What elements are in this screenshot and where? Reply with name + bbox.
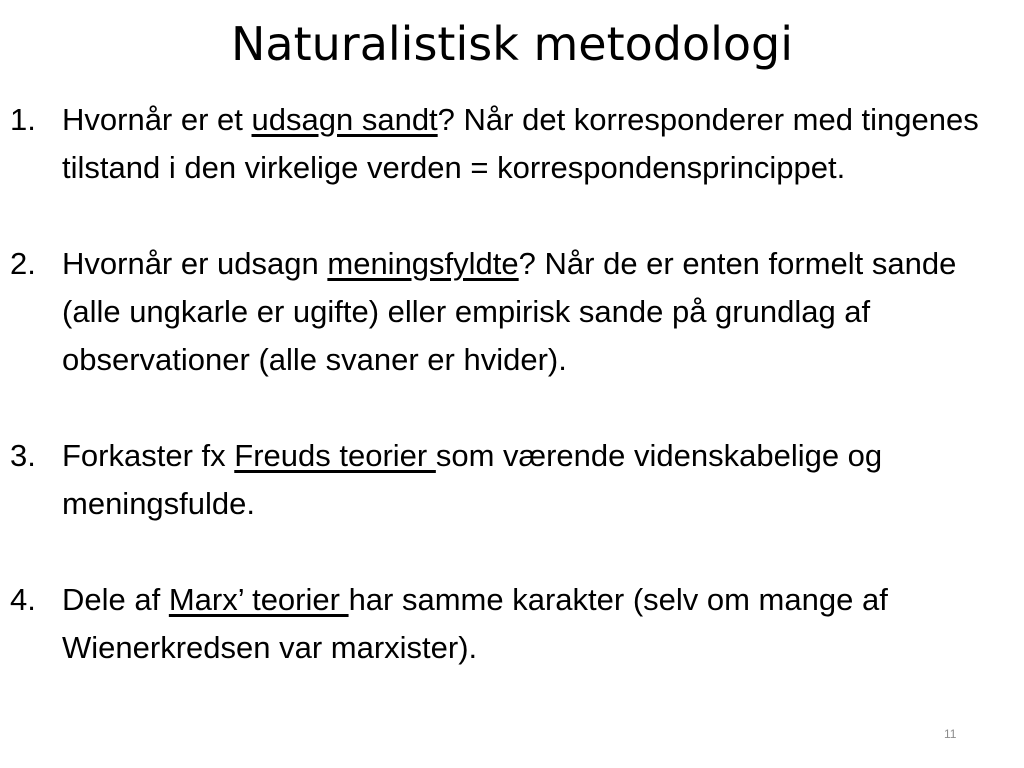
list-item-number: 3. bbox=[10, 438, 36, 473]
list-item-text-before: Forkaster fx bbox=[62, 438, 235, 473]
underlined-term: udsagn sandt bbox=[251, 102, 438, 137]
list-item-text-after: har samme karakter (selv om mange af Wienerkredsen var marxister). bbox=[62, 582, 888, 665]
numbered-list bbox=[10, 96, 1010, 672]
list-item-number: 1. bbox=[10, 102, 36, 137]
underlined-term: meningsfyldte bbox=[327, 246, 519, 281]
list-item-text-after: som værende videnskabelige og meningsfulde. bbox=[62, 438, 883, 521]
list-item-2 bbox=[10, 240, 1010, 384]
list-item-number: 2. bbox=[10, 246, 36, 281]
list-item-number: 4. bbox=[10, 582, 36, 617]
list-item-text-before: Hvornår er udsagn bbox=[62, 246, 328, 281]
list-item-1 bbox=[10, 96, 1010, 192]
underlined-term: Marx’ teorier bbox=[168, 582, 349, 617]
slide-title: Naturalistisk metodologi bbox=[231, 17, 793, 71]
underlined-term: Freuds teorier bbox=[234, 438, 436, 473]
list-item-text-after: ? Når det korresponderer med tingenes tilstand i den virkelige verden = korrespondensprincippet. bbox=[62, 102, 979, 185]
list-item-text-after: ? Når de er enten formelt sande (alle ungkarle er ugifte) eller empirisk sande på grundlag af observationer (alle svaner er hvider). bbox=[62, 246, 957, 377]
list-item-text-before: Hvornår er et bbox=[62, 102, 252, 137]
list-item-3 bbox=[10, 432, 1010, 528]
list-item-text-before: Dele af bbox=[62, 582, 169, 617]
page-number: 11 bbox=[944, 727, 957, 741]
list-item-4 bbox=[10, 576, 1010, 672]
